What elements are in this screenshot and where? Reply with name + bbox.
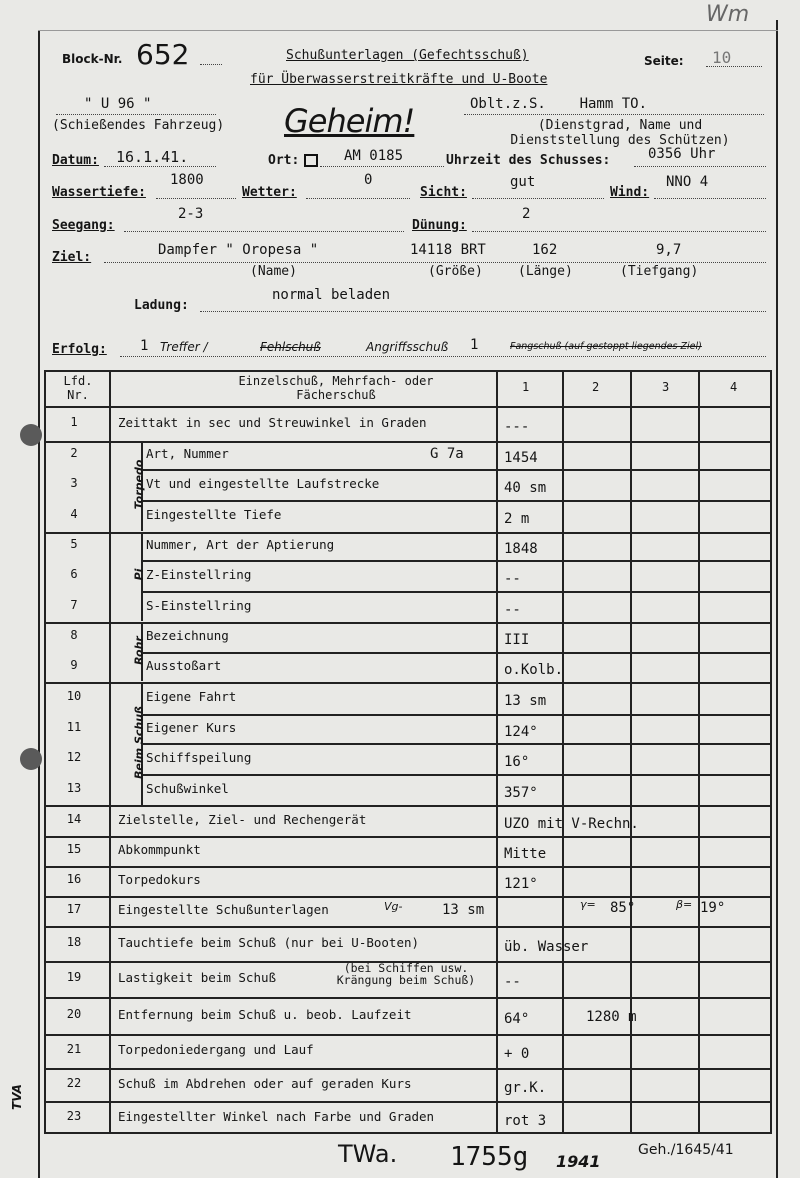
row-label: Z-Einstellring	[146, 567, 252, 582]
row-value: 13 sm	[504, 693, 547, 709]
ladung-value: normal beladen	[272, 287, 391, 303]
row-value: --	[504, 571, 521, 587]
row-number: 4	[70, 507, 78, 521]
row-value: 121°	[504, 876, 538, 892]
vg-label: Vg-	[384, 900, 403, 913]
duenung-label: Dünung:	[412, 218, 467, 233]
datum-value: 16.1.41.	[116, 148, 189, 166]
row-extra: G 7a	[430, 446, 464, 462]
row-value: o.Kolb.	[504, 662, 564, 678]
groesse-label: (Größe)	[428, 264, 483, 279]
seegang-value: 2-3	[178, 206, 204, 222]
group-pi: Pi	[132, 568, 146, 581]
angriffsschuss-value: 1	[470, 337, 479, 353]
beta-label: β=	[676, 898, 693, 911]
row-value: ---	[504, 419, 530, 435]
left-border	[38, 30, 40, 1178]
row-label: S-Einstellring	[146, 598, 252, 613]
row-label: Schußwinkel	[146, 781, 229, 796]
gamma-label: γ=	[580, 898, 596, 911]
tiefgang-label: (Tiefgang)	[620, 264, 699, 279]
ziel-laenge: 162	[532, 242, 558, 258]
row-number: 15	[66, 842, 82, 856]
row-number: 21	[66, 1042, 82, 1056]
secret-stamp: Geheim!	[284, 102, 415, 140]
row-number: 5	[70, 537, 78, 551]
row-number: 6	[70, 567, 78, 581]
corner-mark: Wm	[706, 2, 750, 27]
row-value: 64°	[504, 1011, 530, 1027]
right-border	[776, 20, 778, 1178]
row-value: + 0	[504, 1046, 530, 1062]
row-value: Mitte	[504, 846, 547, 862]
row-value: UZO mit V-Rechn.	[504, 816, 639, 832]
col-1-header: 1	[522, 380, 530, 394]
row-number: 19	[66, 970, 82, 984]
seegang-label: Seegang:	[52, 218, 115, 233]
row-value: 357°	[504, 785, 538, 801]
wassertiefe-label: Wassertiefe:	[52, 185, 146, 200]
row-value: 1848	[504, 541, 538, 557]
punch-hole-top	[20, 424, 42, 446]
row-number: 7	[70, 598, 78, 612]
erfolg-label: Erfolg:	[52, 342, 107, 357]
row-value: gr.K.	[504, 1080, 547, 1096]
ladung-label: Ladung:	[134, 298, 189, 313]
row-value: 124°	[504, 724, 538, 740]
row-number: 3	[70, 476, 78, 490]
row-label: Zielstelle, Ziel- und Rechengerät	[118, 812, 367, 827]
row-label: Eigene Fahrt	[146, 689, 237, 704]
top-border	[38, 30, 778, 31]
row-sub: (bei Schiffen usw. Krängung beim Schuß)	[336, 961, 476, 987]
col-4-header: 4	[730, 380, 738, 394]
row-value: --	[504, 602, 521, 618]
row-value: üb. Wasser	[504, 939, 589, 955]
officer: Oblt.z.S. Hamm TO.	[470, 96, 648, 112]
row-label: Tauchtiefe beim Schuß (nur bei U-Booten)	[118, 935, 420, 950]
form-title: Schußunterlagen (Gefechtsschuß)	[286, 48, 529, 63]
ort-square	[304, 154, 318, 167]
row-number: 23	[66, 1109, 82, 1123]
laenge-label: (Länge)	[518, 264, 573, 279]
row-number: 8	[70, 628, 78, 642]
row-label: Art, Nummer	[146, 446, 229, 461]
row-number: 22	[66, 1076, 82, 1090]
row-value: 2 m	[504, 511, 530, 527]
row-number: 13	[66, 781, 82, 795]
twa-label: TWa.	[338, 1140, 398, 1168]
boat-label: (Schießendes Fahrzeug)	[52, 118, 225, 133]
row-label: Zeittakt in sec und Streuwinkel in Graden	[118, 415, 427, 430]
shot-data-table	[44, 370, 772, 1134]
row-number: 14	[66, 812, 82, 826]
name-label: (Name)	[250, 264, 297, 279]
row-number: 20	[66, 1007, 82, 1021]
fangschuss-text: Fangschuß (auf gestoppt liegendes Ziel)	[510, 341, 702, 352]
sicht-label: Sicht:	[420, 185, 467, 200]
row-value: 40 sm	[504, 480, 547, 496]
row-label: Lastigkeit beim Schuß	[118, 970, 277, 985]
row-number: 12	[66, 750, 82, 764]
wassertiefe-value: 1800	[170, 172, 204, 188]
treffer-text: Treffer /	[160, 340, 208, 354]
row-number: 11	[66, 720, 82, 734]
col-2-header: 2	[592, 380, 600, 394]
group-rohr: Rohr	[132, 636, 146, 665]
side-mark: TVA	[9, 1084, 24, 1110]
row-label: Schiffspeilung	[146, 750, 252, 765]
row-value: 1454	[504, 450, 538, 466]
row-number: 16	[66, 872, 82, 886]
row-number: 2	[70, 446, 78, 460]
angriffsschuss-text: Angriffsschuß	[366, 340, 449, 354]
wind-value: NNO 4	[666, 174, 709, 190]
ziel-label: Ziel:	[52, 250, 92, 265]
block-number: 652	[136, 38, 190, 71]
wetter-value: 0	[364, 172, 373, 188]
form-subtitle: für Überwasserstreitkräfte und U-Boote	[250, 72, 548, 87]
row-number: 18	[66, 935, 82, 949]
row-value: III	[504, 632, 530, 648]
seite-value: 10	[712, 48, 732, 67]
seite-label: Seite:	[644, 54, 684, 68]
row-label: Bezeichnung	[146, 628, 229, 643]
group-torpedo: Torpedo	[132, 459, 146, 510]
row-number: 1	[70, 415, 78, 429]
ort-label: Ort:	[268, 153, 300, 168]
row-label: Eingestellter Winkel nach Farbe und Graden	[118, 1109, 435, 1124]
block-label: Block-Nr.	[62, 52, 123, 66]
row-label: Eingestellte Schußunterlagen	[118, 902, 329, 917]
row-value-2: 1280 m	[586, 1009, 637, 1025]
row-label: Nummer, Art der Aptierung	[146, 537, 335, 552]
twa-year: 1941	[556, 1152, 601, 1171]
row-label: Vt und eingestellte Laufstrecke	[146, 476, 380, 491]
vg-value: 13 sm	[442, 902, 485, 918]
row-label: Eingestellte Tiefe	[146, 507, 282, 522]
uhrzeit-label: Uhrzeit des Schusses:	[446, 153, 611, 168]
row-value: --	[504, 974, 521, 990]
row-number: 10	[66, 689, 82, 703]
geh-number: Geh./1645/41	[638, 1142, 734, 1158]
erfolg-count: 1	[140, 338, 149, 354]
col-title-header: Einzelschuß, Mehrfach- oder Fächerschuß	[238, 374, 434, 402]
row-label: Torpedokurs	[118, 872, 201, 887]
duenung-value: 2	[522, 206, 531, 222]
row-label: Abkommpunkt	[118, 842, 201, 857]
row-number: 17	[66, 902, 82, 916]
sicht-value: gut	[510, 174, 536, 190]
fehlschuss-text: Fehlschuß	[260, 340, 321, 354]
punch-hole-bottom	[20, 748, 42, 770]
group-beim-schuss: Beim Schuß	[132, 706, 146, 779]
boat-name: " U 96 "	[84, 96, 152, 112]
row-value: rot 3	[504, 1113, 547, 1129]
ziel-tiefgang: 9,7	[656, 242, 682, 258]
ziel-name: Dampfer " Oropesa "	[158, 242, 319, 258]
row-label: Ausstoßart	[146, 658, 222, 673]
wetter-label: Wetter:	[242, 185, 297, 200]
row-label: Eigener Kurs	[146, 720, 237, 735]
beta-value: 19°	[700, 900, 726, 916]
ort-value: AM 0185	[344, 148, 404, 164]
officer-label: (Dienstgrad, Name und Dienststellung des Schützen)	[510, 118, 730, 148]
wind-label: Wind:	[610, 185, 650, 200]
row-label: Torpedoniedergang und Lauf	[118, 1042, 314, 1057]
row-value: 16°	[504, 754, 530, 770]
datum-label: Datum:	[52, 153, 99, 168]
col-lfd-header: Lfd. Nr.	[63, 374, 93, 402]
twa-number: 1755g	[450, 1142, 529, 1172]
col-3-header: 3	[662, 380, 670, 394]
uhrzeit-value: 0356 Uhr	[648, 146, 716, 162]
row-number: 9	[70, 658, 78, 672]
row-label: Entfernung beim Schuß u. beob. Laufzeit	[118, 1007, 412, 1022]
row-label: Schuß im Abdrehen oder auf geraden Kurs	[118, 1076, 412, 1091]
ziel-groesse: 14118 BRT	[410, 242, 486, 258]
gamma-value: 85°	[610, 900, 636, 916]
